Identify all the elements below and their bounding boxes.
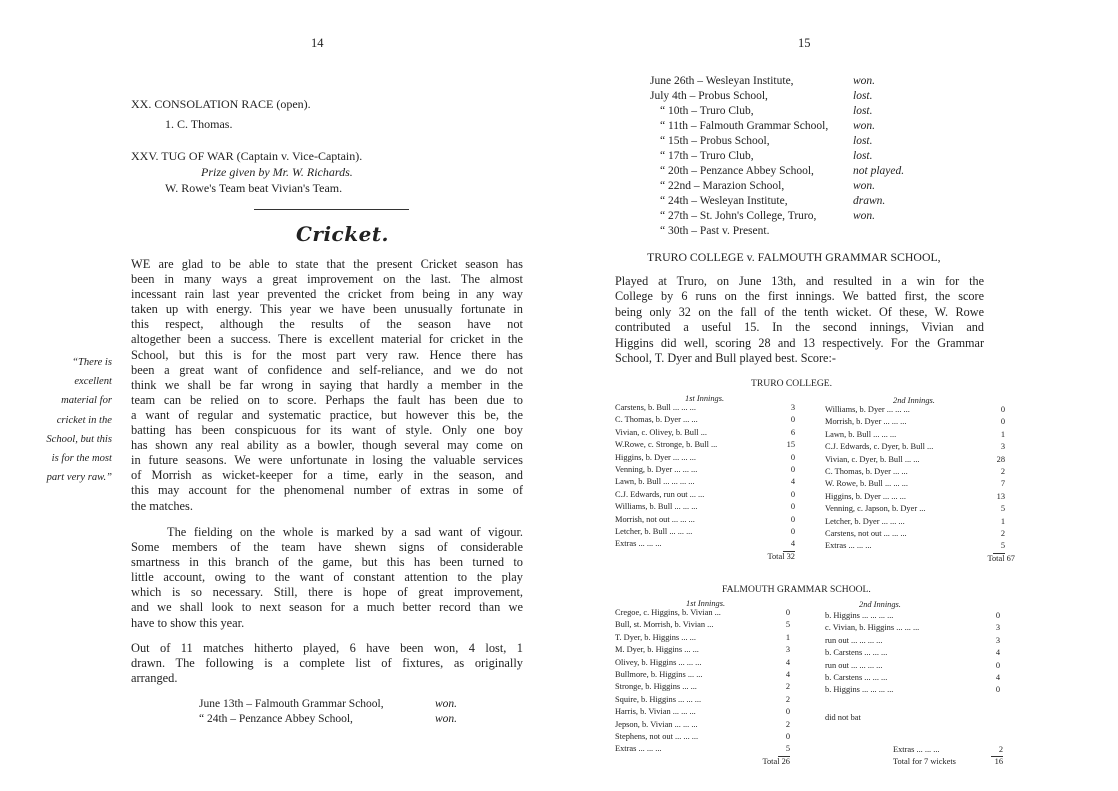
fixture-result: won.	[853, 180, 876, 192]
runs: 0	[790, 415, 795, 425]
match-report	[615, 274, 984, 366]
text-line: School, but this is for the most part very raw. Hence there has	[131, 347, 523, 362]
runs: 4	[783, 538, 795, 551]
falmouth-second-extras	[893, 744, 1003, 769]
total-row	[615, 551, 795, 563]
batsman-row	[825, 528, 1005, 540]
batsman-row	[615, 476, 795, 488]
text-line: arranged.	[131, 671, 178, 686]
fixture-row	[199, 712, 499, 727]
batsman-entry: Letcher, b. Bull ... ... ...	[615, 526, 693, 536]
batsman-entry: Higgins, b. Dyer ... ... ...	[825, 491, 906, 501]
batsman-entry: Olivey, b. Higgins ... ... ...	[615, 657, 702, 667]
text-line: The fielding on the whole is marked by a sad want of vigour.	[167, 525, 523, 539]
runs: 2	[991, 744, 1003, 757]
batsman-row	[615, 669, 790, 681]
fixture-text: July 4th – Probus School,	[650, 90, 768, 102]
runs: 6	[790, 427, 795, 437]
extras-entry: Extras ... ... ...	[893, 745, 940, 754]
fixture-row	[650, 179, 910, 194]
truro-first-innings	[615, 402, 795, 563]
text-line: smartness in this branch of the game, but this has been turned to	[131, 555, 523, 570]
batsman-entry: Lawn, b. Bull ... ... ... ...	[615, 477, 695, 487]
margin-note-line: “There is	[72, 357, 112, 368]
extras-row	[615, 538, 795, 550]
extras-row	[615, 743, 790, 755]
falmouth-first-innings	[615, 607, 790, 768]
runs: 0	[790, 464, 795, 474]
runs: 0	[1000, 417, 1005, 427]
fixture-text: “ 17th – Truro Club,	[660, 150, 754, 162]
fixture-result: drawn.	[853, 195, 886, 207]
fixture-result: won.	[853, 210, 876, 222]
text-line: which is so necessary. Still, there is hope of great improvement,	[131, 585, 523, 600]
batsman-entry: Stronge, b. Higgins ... ...	[615, 682, 697, 692]
total-row	[615, 756, 790, 768]
runs: 2	[1000, 528, 1005, 538]
falmouth-second-innings	[825, 610, 1000, 697]
text-line: being only 32 on the fall of the tenth wicket. Of these, W. Rowe	[615, 304, 984, 319]
batsman-row	[615, 526, 795, 538]
batsman-entry: C.J. Edwards, c. Dyer, b. Bull ...	[825, 442, 934, 452]
runs: 3	[790, 403, 795, 412]
batsman-entry: Stephens, not out ... ... ...	[615, 731, 699, 741]
text-line: team can be relied on to score. Perhaps the fault has been due to	[131, 392, 523, 407]
text-line: altogether been a success. There is excellent material for cricket in the	[131, 332, 523, 347]
runs: 1	[1000, 516, 1005, 526]
batsman-row	[615, 731, 790, 743]
fixture-row	[199, 697, 499, 712]
text-line: contributed a useful 15. In the second innings, Vivian and	[615, 320, 984, 335]
runs: 1	[1000, 429, 1005, 439]
batsman-entry: Higgins, b. Dyer ... ... ...	[615, 452, 696, 462]
section-heading: Cricket.	[296, 222, 390, 246]
runs: 4	[995, 672, 1000, 682]
batsman-entry: run out ... ... ... ...	[825, 660, 883, 670]
falmouth-scorecard-title: FALMOUTH GRAMMAR SCHOOL.	[722, 584, 871, 595]
fixture-row	[650, 119, 910, 134]
batsman-row	[615, 514, 795, 526]
batsman-entry: Lawn, b. Bull ... ... ...	[825, 429, 897, 439]
falmouth-first-innings-label: 1st Innings.	[686, 599, 726, 608]
runs: 5	[778, 743, 790, 756]
batsman-entry: Vivian, c. Dyer, b. Bull ... ...	[825, 454, 920, 464]
cricket-paragraph-1	[131, 257, 523, 514]
fixture-text: “ 15th – Probus School,	[660, 135, 770, 147]
extras-entry: Extras ... ... ...	[615, 539, 662, 549]
truro-scorecard-title: TRURO COLLEGE.	[751, 378, 833, 389]
batsman-row	[825, 404, 1005, 416]
runs: 4	[785, 669, 790, 679]
fixture-row	[650, 134, 910, 149]
text-line: little account, owing to the want of constant attention to the play	[131, 570, 523, 585]
fixture-text: “ 30th – Past v. Present.	[660, 225, 770, 237]
batsman-row	[825, 672, 1000, 684]
batsman-row	[825, 503, 1005, 515]
text-line: think we shall be far wrong in saying that hardly a member in the	[131, 377, 523, 392]
fixture-result: lost.	[853, 90, 873, 102]
text-line: been in many ways a great improvement on the last. The almost	[131, 272, 523, 287]
runs: 4	[790, 477, 795, 487]
cricket-paragraph-3	[131, 641, 523, 686]
text-line: and we shall look to next season for a much better record than we	[131, 600, 523, 615]
fixtures-list-left	[199, 697, 499, 727]
fixture-result: won.	[853, 120, 876, 132]
cricket-paragraph-2	[131, 525, 523, 631]
fixture-row	[650, 224, 910, 239]
batsman-row	[615, 644, 790, 656]
fixture-text: “ 11th – Falmouth Grammar School,	[660, 120, 829, 132]
batsman-entry: b. Higgins ... ... ... ...	[825, 685, 894, 695]
batsman-row	[825, 466, 1005, 478]
runs: 3	[785, 645, 790, 655]
text-line: Some members of the team have shewn signs of considerable	[131, 540, 523, 555]
text-line: WE are glad to be able to state that the present Cricket season has	[131, 257, 523, 271]
runs: 0	[785, 731, 790, 741]
runs: 2	[785, 694, 790, 704]
batsman-row	[615, 402, 795, 414]
fixture-text: June 13th – Falmouth Grammar School,	[199, 698, 384, 710]
total-row	[825, 553, 1015, 565]
batsman-entry: C. Thomas, b. Dyer ... ...	[615, 415, 698, 425]
fixture-result: lost.	[853, 105, 873, 117]
batsman-row	[615, 489, 795, 501]
fixture-result: lost.	[853, 150, 873, 162]
batsman-row	[825, 635, 1000, 647]
margin-note-line: cricket in the	[56, 414, 112, 426]
fixture-text: “ 22nd – Marazion School,	[660, 180, 785, 192]
batsman-entry: C.J. Edwards, run out ... ...	[615, 489, 705, 499]
batsman-entry: b. Carstens ... ... ...	[825, 672, 888, 682]
margin-note-line: excellent	[74, 376, 112, 388]
runs: 0	[995, 611, 1000, 620]
runs: 1	[785, 632, 790, 642]
fixture-result: lost.	[853, 135, 873, 147]
batsman-entry: c. Vivian, b. Higgins ... ... ...	[825, 623, 920, 633]
truro-second-innings-label: 2nd Innings.	[893, 396, 935, 405]
consolation-race-title: XX. CONSOLATION RACE (open).	[131, 97, 311, 111]
batsman-row	[615, 452, 795, 464]
fixture-row	[650, 194, 910, 209]
page-number-left: 14	[311, 36, 324, 50]
text-line: Out of 11 matches hitherto played, 6 have been won, 4 lost, 1	[131, 641, 523, 655]
batsman-row	[615, 427, 795, 439]
text-line: the matches.	[131, 498, 193, 513]
runs: 0	[1000, 405, 1005, 414]
fixture-result: won.	[853, 75, 876, 87]
innings-total-label: Total for 7 wickets	[893, 757, 956, 767]
batsman-row	[615, 694, 790, 706]
runs: 5	[785, 620, 790, 630]
margin-note-line: part very raw.”	[46, 472, 112, 484]
did-not-bat-note: did not bat	[825, 713, 861, 722]
batsman-row	[615, 719, 790, 731]
runs: 0	[995, 685, 1000, 695]
margin-note-line: is for the most	[51, 453, 112, 465]
batsman-entry: T. Dyer, b. Higgins ... ...	[615, 632, 696, 642]
text-line: a want of regular and systematic practice, but however this be, the	[131, 407, 523, 422]
batsman-entry: Bullmore, b. Higgins ... ...	[615, 669, 703, 679]
fixture-row	[650, 149, 910, 164]
consolation-race-winner: 1. C. Thomas.	[165, 117, 233, 131]
batsman-row	[825, 622, 1000, 634]
match-title: TRURO COLLEGE v. FALMOUTH GRAMMAR SCHOOL,	[647, 250, 941, 264]
text-line: incessant rain last year prevented the cricket from being in any way	[131, 287, 523, 302]
batsman-entry: Morrish, not out ... ... ...	[615, 514, 695, 524]
fixture-row	[650, 89, 910, 104]
truro-first-innings-label: 1st Innings.	[685, 394, 725, 403]
runs: 5	[993, 540, 1005, 553]
innings-total: Total 32	[767, 551, 795, 561]
tug-of-war-result: W. Rowe's Team beat Vivian's Team.	[165, 181, 343, 195]
runs: 2	[785, 682, 790, 692]
runs: 5	[1000, 504, 1005, 514]
extras-entry: Extras ... ... ...	[825, 541, 872, 551]
fixture-text: “ 24th – Penzance Abbey School,	[199, 713, 353, 725]
fixture-text: “ 27th – St. John's College, Truro,	[660, 210, 817, 222]
batsman-entry: Carstens, b. Bull ... ... ...	[615, 403, 696, 412]
batsman-row	[825, 429, 1005, 441]
runs: 2	[1000, 466, 1005, 476]
runs: 28	[996, 454, 1005, 464]
falmouth-second-innings-label: 2nd Innings.	[859, 600, 901, 609]
batsman-entry: Squire, b. Higgins ... ... ...	[615, 694, 702, 704]
batsman-entry: W.Rowe, c. Stronge, b. Bull ...	[615, 440, 718, 450]
extras-row	[825, 540, 1005, 552]
fixture-row	[650, 104, 910, 119]
tug-of-war-prize: Prize given by Mr. W. Richards.	[201, 165, 353, 179]
page-number-right: 15	[798, 36, 811, 50]
batsman-entry: Cregoe, c. Higgins, b. Vivian ...	[615, 608, 721, 617]
batsman-row	[825, 660, 1000, 672]
batsman-entry: C. Thomas, b. Dyer ... ...	[825, 466, 908, 476]
extras-entry: Extras ... ... ...	[615, 744, 662, 754]
runs: 15	[786, 440, 795, 450]
text-line: batting has been conspicuous for its want of style. Only one boy	[131, 423, 523, 438]
batsman-entry: Jepson, b. Vivian ... ... ...	[615, 719, 698, 729]
text-line: this may account for the phenomenal number of extras in some of	[131, 483, 523, 498]
text-line: drawn. The following is a complete list of fixtures, as originally	[131, 656, 523, 671]
fixture-result: won.	[435, 713, 458, 725]
runs: 0	[790, 452, 795, 462]
batsman-entry: W. Rowe, b. Bull ... ... ...	[825, 479, 908, 489]
batsman-entry: M. Dyer, b. Higgins ... ...	[615, 645, 699, 655]
runs: 0	[790, 526, 795, 536]
runs: 3	[995, 623, 1000, 633]
batsman-row	[615, 607, 790, 619]
runs: 0	[790, 489, 795, 499]
text-line: have to show this year.	[131, 615, 245, 630]
batsman-row	[825, 610, 1000, 622]
batsman-row	[825, 478, 1005, 490]
innings-total: Total 26	[762, 756, 790, 766]
batsman-entry: Carstens, not out ... ... ...	[825, 528, 907, 538]
batsman-entry: Vivian, c. Olivey, b. Bull ...	[615, 427, 707, 437]
runs: 0	[785, 707, 790, 717]
text-line: Played at Truro, on June 13th, and resulted in a win for the	[615, 274, 984, 288]
section-divider	[254, 209, 409, 210]
batsman-entry: Williams, b. Bull ... ... ...	[615, 502, 698, 512]
batsman-row	[615, 414, 795, 426]
runs: 0	[790, 502, 795, 512]
text-line: been a great want of confidence and self-reliance, and we do not	[131, 362, 523, 377]
runs: 0	[995, 660, 1000, 670]
batsman-entry: Morrish, b. Dyer ... ... ...	[825, 417, 907, 427]
batsman-entry: Harris, b. Vivian ... ... ...	[615, 707, 696, 717]
batsman-row	[825, 491, 1005, 503]
text-line: has shown any real ability as a bowler, though several may come on	[131, 438, 523, 453]
text-line: College by 6 runs on the first innings. We batted first, the score	[615, 289, 984, 304]
batsman-entry: run out ... ... ... ...	[825, 635, 883, 645]
runs: 0	[785, 608, 790, 617]
margin-note-line: material for	[61, 395, 112, 407]
batsman-entry: Williams, b. Dyer ... ... ...	[825, 405, 910, 414]
fixtures-list-right	[650, 74, 910, 239]
fixture-result: not played.	[853, 165, 905, 177]
fixture-text: “ 24th – Wesleyan Institute,	[660, 195, 788, 207]
total-row	[893, 756, 1003, 768]
innings-total: 16	[994, 757, 1003, 767]
innings-total: Total 67	[987, 553, 1015, 563]
batsman-entry: Venning, b. Dyer ... ... ...	[615, 464, 698, 474]
fixture-row	[650, 74, 910, 89]
batsman-row	[615, 657, 790, 669]
fixture-text: “ 10th – Truro Club,	[660, 105, 754, 117]
text-line: Higgins did well, scoring 28 and 13 respectively. For the Grammar	[615, 335, 984, 350]
extras-row	[893, 744, 1003, 756]
fixture-text: “ 20th – Penzance Abbey School,	[660, 165, 814, 177]
fixture-row	[650, 209, 910, 224]
text-line: this respect, although the results of the season have not	[131, 317, 523, 332]
batsman-row	[825, 441, 1005, 453]
margin-note	[34, 353, 112, 487]
batsman-row	[615, 706, 790, 718]
fixture-text: June 26th – Wesleyan Institute,	[650, 75, 794, 87]
runs: 3	[995, 635, 1000, 645]
text-line: School, T. Dyer and Bull played best. Score:-	[615, 350, 836, 365]
batsman-row	[615, 681, 790, 693]
text-line: of Morrish as wicket-keeper for a time, early in the season, and	[131, 468, 523, 483]
truro-second-innings	[825, 404, 1015, 565]
runs: 3	[1000, 442, 1005, 452]
batsman-row	[825, 516, 1005, 528]
batsman-row	[615, 501, 795, 513]
batsman-entry: b. Higgins ... ... ... ...	[825, 611, 894, 620]
batsman-entry: Letcher, b. Dyer ... ... ...	[825, 516, 905, 526]
batsman-row	[615, 619, 790, 631]
batsman-row	[825, 454, 1005, 466]
fixture-row	[650, 164, 910, 179]
batsman-row	[615, 439, 795, 451]
batsman-entry: Venning, c. Japson, b. Dyer ...	[825, 504, 926, 514]
runs: 0	[790, 514, 795, 524]
batsman-row	[615, 632, 790, 644]
margin-note-line: School, but this	[46, 433, 112, 445]
batsman-entry: Bull, st. Morrish, b. Vivian ...	[615, 620, 714, 630]
fixture-result: won.	[435, 698, 458, 710]
text-line: taken up with energy. This year we have been unusually fortunate in	[131, 302, 523, 317]
text-line: in future seasons. We were unfortunate in losing the valuable services	[131, 453, 523, 468]
runs: 4	[995, 648, 1000, 658]
runs: 4	[785, 657, 790, 667]
tug-of-war-title: XXV. TUG OF WAR (Captain v. Vice-Captain).	[131, 149, 363, 163]
runs: 13	[996, 491, 1005, 501]
batsman-entry: b. Carstens ... ... ...	[825, 648, 888, 658]
runs: 7	[1000, 479, 1005, 489]
batsman-row	[825, 416, 1005, 428]
batsman-row	[615, 464, 795, 476]
batsman-row	[825, 647, 1000, 659]
runs: 2	[785, 719, 790, 729]
batsman-row	[825, 684, 1000, 696]
